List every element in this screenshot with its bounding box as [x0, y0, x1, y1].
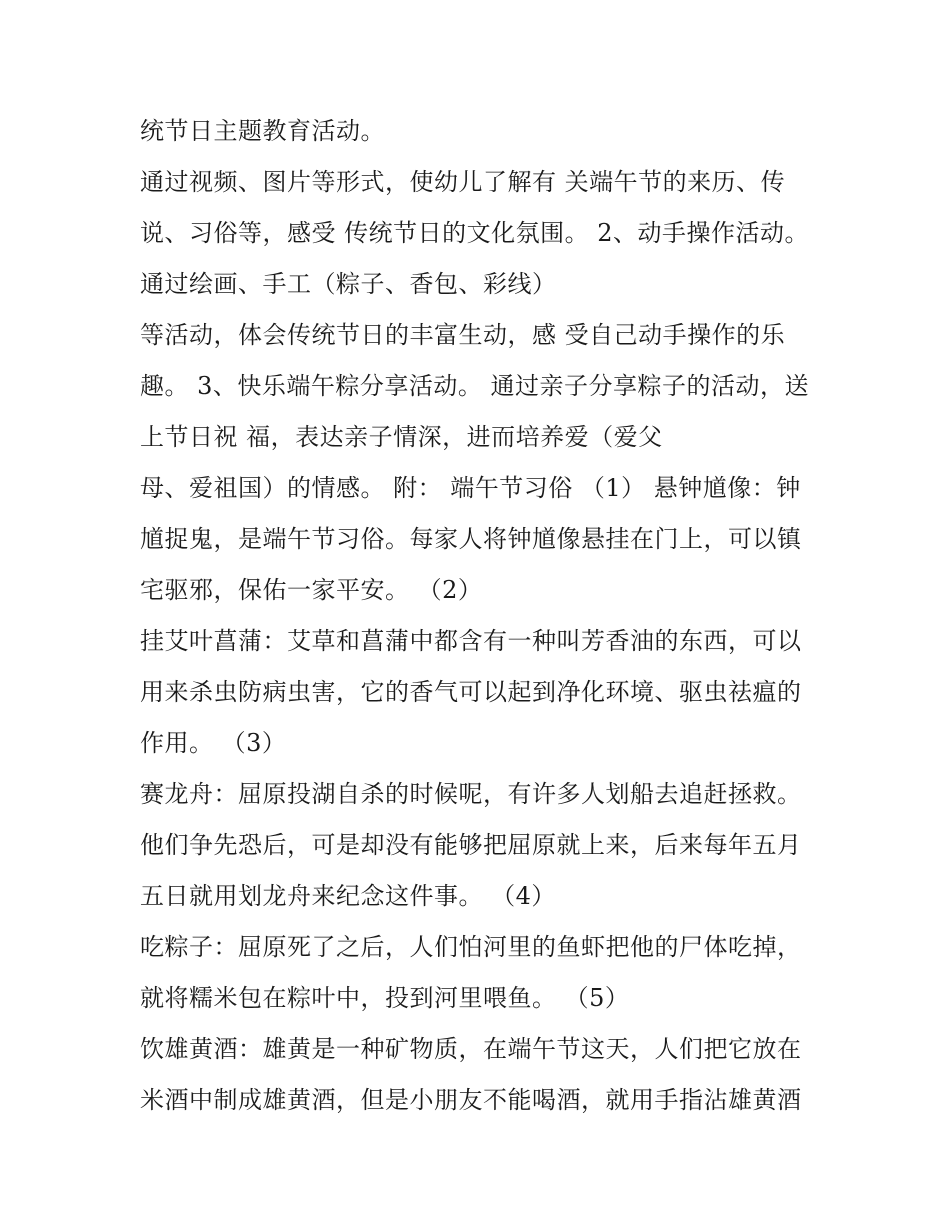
document-body: [140, 106, 830, 1126]
text-line: 宅驱邪，保佑一家平安。 （2）: [140, 576, 483, 604]
text-line: 上节日祝 福，表达亲子情深，进而培养爱（爱父: [140, 423, 663, 451]
text-line: 说、习俗等，感受 传统节日的文化氛围。 2、动手操作活动。: [140, 219, 810, 247]
text-line: 用来杀虫防病虫害，它的香气可以起到净化环境、驱虫祛瘟的: [140, 678, 802, 706]
text-line: 他们争先恐后，可是却没有能够把屈原就上来，后来每年五月: [140, 831, 802, 859]
text-line: 吃粽子：屈原死了之后，人们怕河里的鱼虾把他的尸体吃掉，: [140, 933, 802, 961]
text-line: 作用。 （3）: [140, 729, 287, 757]
text-line: 通过绘画、手工（粽子、香包、彩线）: [140, 270, 557, 298]
text-line: 母、爱祖国）的情感。 附： 端午节习俗 （1） 悬钟馗像：钟: [140, 474, 801, 502]
text-line: 饮雄黄酒：雄黄是一种矿物质，在端午节这天，人们把它放在: [140, 1035, 802, 1063]
text-line: 通过视频、图片等形式，使幼儿了解有 关端午节的来历、传: [140, 168, 786, 196]
text-line: 米酒中制成雄黄酒，但是小朋友不能喝酒，就用手指沾雄黄酒: [140, 1086, 802, 1114]
text-line: 五日就用划龙舟来纪念这件事。 （4）: [140, 882, 556, 910]
text-line: 趣。 3、快乐端午粽分享活动。 通过亲子分享粽子的活动，送: [140, 372, 810, 400]
text-line: 等活动，体会传统节日的丰富生动，感 受自己动手操作的乐: [140, 321, 786, 349]
text-line: 馗捉鬼，是端午节习俗。每家人将钟馗像悬挂在门上，可以镇: [140, 525, 802, 553]
text-line: 赛龙舟：屈原投湖自杀的时候呢，有许多人划船去追赶拯救。: [140, 780, 802, 808]
text-line: 就将糯米包在粽叶中，投到河里喂鱼。 （5）: [140, 984, 630, 1012]
text-line: 挂艾叶菖蒲：艾草和菖蒲中都含有一种叫芳香油的东西，可以: [140, 627, 802, 655]
text-line: 统节日主题教育活动。: [140, 117, 385, 145]
